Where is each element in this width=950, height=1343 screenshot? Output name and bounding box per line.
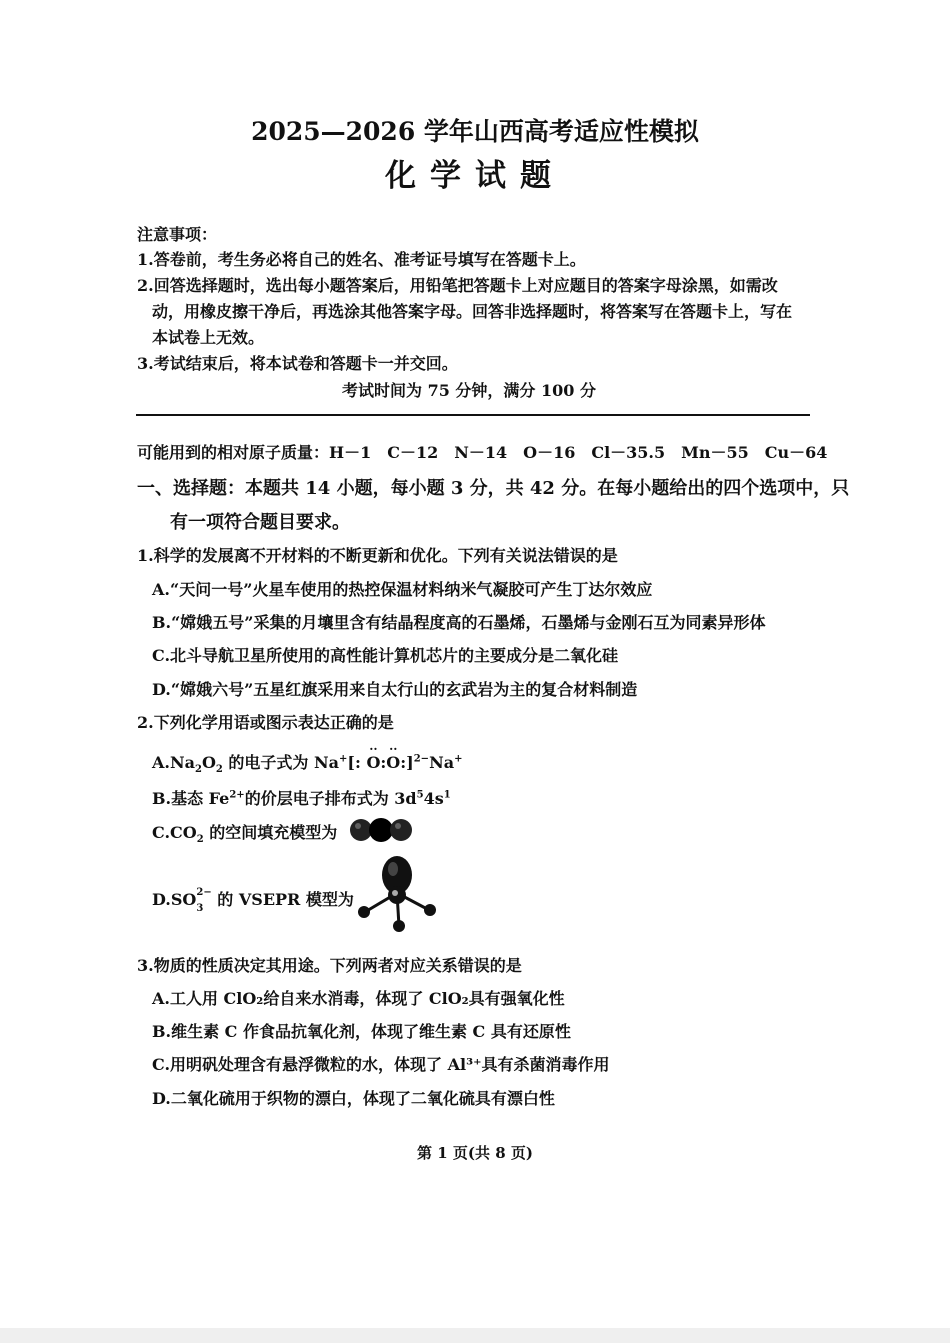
- co2-space-filling-model: [348, 817, 414, 843]
- q1-stem: 1.科学的发展离不开材料的不断更新和优化。下列有关说法错误的是: [137, 546, 618, 565]
- notice-item-1: 1.答卷前，考生务必将自己的姓名、准考证号填写在答题卡上。: [137, 250, 586, 269]
- scan-edge: [0, 1328, 950, 1343]
- q3-option-c: C.用明矾处理含有悬浮微粒的水，体现了 Al³⁺具有杀菌消毒作用: [152, 1055, 610, 1074]
- divider-line: [136, 414, 810, 416]
- section-heading-cont: 有一项符合题目要求。: [170, 512, 350, 533]
- page-number: 第 1 页(共 8 页): [417, 1144, 533, 1162]
- q3-option-b: B.维生素 C 作食品抗氧化剂，体现了维生素 C 具有还原性: [152, 1022, 571, 1041]
- atomic-masses: 可能用到的相对原子质量：H－1 C－12 N－14 O－16 Cl－35.5 Mn－55 Cu－64: [137, 443, 828, 462]
- q3-stem: 3.物质的性质决定其用途。下列两者对应关系错误的是: [137, 956, 522, 975]
- q1-option-d: D.“嫦娥六号”五星红旗采用来自太行山的玄武岩为主的复合材料制造: [152, 680, 638, 699]
- q3-option-d: D.二氧化硫用于织物的漂白，体现了二氧化硫具有漂白性: [152, 1089, 555, 1108]
- exam-title: 2025—2026 学年山西高考适应性模拟: [251, 117, 699, 146]
- notice-heading: 注意事项：: [137, 225, 218, 244]
- q2-stem: 2.下列化学用语或图示表达正确的是: [137, 713, 394, 732]
- notice-item-2-cont: 动，用橡皮擦干净后，再选涂其他答案字母。回答非选择题时，将答案写在答题卡上，写在: [152, 302, 793, 321]
- exam-time: 考试时间为 75 分钟，满分 100 分: [342, 381, 596, 400]
- notice-item-2-cont2: 本试卷上无效。: [152, 328, 265, 347]
- section-heading: 一、选择题：本题共 14 小题，每小题 3 分，共 42 分。在每小题给出的四个选项中，只: [137, 478, 850, 499]
- subject-title: 化学试题: [385, 158, 565, 194]
- notice-item-3: 3.考试结束后，将本试卷和答题卡一并交回。: [137, 354, 458, 373]
- q1-option-a: A.“天问一号”火星车使用的热控保温材料纳米气凝胶可产生丁达尔效应: [152, 580, 653, 599]
- q3-option-a: A.工人用 ClO₂给自来水消毒，体现了 ClO₂具有强氧化性: [152, 989, 565, 1008]
- q1-option-c: C.北斗导航卫星所使用的高性能计算机芯片的主要成分是二氧化硅: [152, 646, 619, 665]
- q1-option-b: B.“嫦娥五号”采集的月壤里含有结晶程度高的石墨烯，石墨烯与金刚石互为同素异形体: [152, 613, 766, 632]
- q2-option-a: $A.Na_2O_2$ 的电子式为 Na+[: ·· O: ·· O:]$^{2-}$Na+: [152, 742, 463, 776]
- q2-option-d: $D.SO^{2-}$ $_3$ 的 VSEPR 模型为: [152, 886, 354, 915]
- q2-option-c: $C.CO_2$ 的空间填充模型为: [152, 823, 338, 846]
- q2-option-b: B.基态 $Fe^{2+}$的价层电子排布式为 $3d^54s^1$: [152, 789, 451, 808]
- notice-item-2: 2.回答选择题时，选出每小题答案后，用铅笔把答题卡上对应题目的答案字母涂黑，如需改: [137, 276, 778, 295]
- so3-vsepr-model: [355, 855, 439, 933]
